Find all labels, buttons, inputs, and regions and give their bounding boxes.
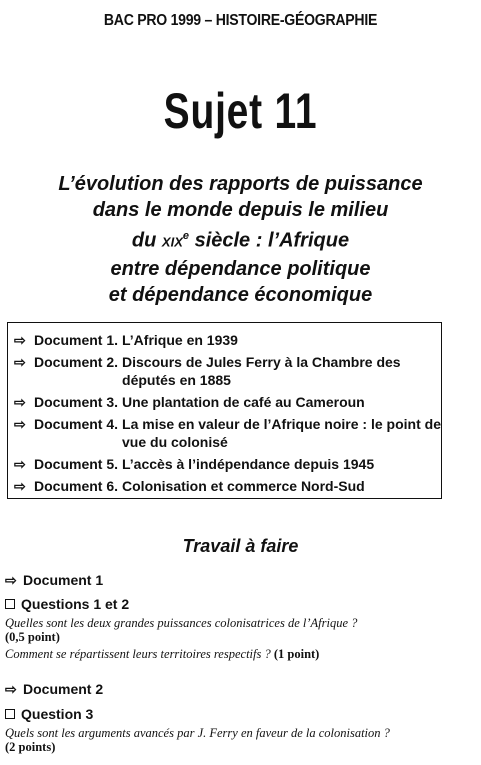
title-line-5: et dépendance économique	[108, 283, 373, 306]
title-line-1: L’évolution des rapports de puissance	[58, 173, 423, 195]
question-2-points: (1 point)	[273, 647, 320, 661]
document-label: Document 3.	[34, 394, 119, 410]
task-questions-1-2	[5, 595, 475, 661]
task-doc-label: Document 1	[23, 572, 104, 588]
document-description: Colonisation et commerce Nord-Sud	[122, 478, 365, 494]
arrow-icon: ⇨	[14, 354, 26, 370]
document-item	[14, 477, 441, 495]
question-1-text: Quelles sont les deux grandes puissances colonisatrices de l’Afrique ?	[5, 616, 358, 630]
document-item	[14, 455, 441, 473]
subject-title: Sujet 11	[163, 83, 318, 139]
arrow-icon: ⇨	[5, 681, 17, 697]
question-3-points: (2 points)	[5, 740, 56, 754]
document-label: Document 5.	[34, 456, 119, 472]
question-1-points: (0,5 point)	[5, 630, 60, 644]
century-superscript: e	[182, 230, 190, 242]
question-label: Question 3	[21, 706, 94, 722]
task-line	[5, 680, 475, 698]
document-description: Une plantation de café au Cameroun	[122, 394, 365, 410]
task-line	[5, 705, 475, 723]
travail-heading: Travail à faire	[182, 536, 299, 556]
arrow-icon: ⇨	[14, 332, 26, 348]
arrow-icon: ⇨	[5, 572, 17, 588]
title-line-3	[10, 223, 471, 256]
question-2	[5, 647, 475, 661]
task-line	[5, 595, 475, 613]
question-3	[5, 726, 475, 754]
document-item	[14, 331, 441, 349]
arrow-icon: ⇨	[14, 478, 26, 494]
main-title	[10, 171, 471, 308]
document-description: L’Afrique en 1939	[122, 332, 238, 348]
document-item	[14, 415, 441, 451]
task-line	[5, 571, 475, 589]
arrow-icon: ⇨	[14, 394, 26, 410]
document-label: Document 2.	[34, 354, 119, 370]
arrow-icon: ⇨	[14, 416, 26, 432]
document-label: Document 1.	[34, 332, 119, 348]
task-document-1	[5, 571, 475, 589]
title-line-3-suffix: siècle : l’Afrique	[189, 229, 350, 252]
question-1	[5, 616, 475, 644]
task-doc-label: Document 2	[23, 681, 104, 697]
checkbox-icon	[5, 599, 15, 609]
document-item	[14, 353, 441, 389]
century-numeral: XIX	[161, 234, 183, 250]
documents-list	[7, 322, 442, 499]
document-label: Document 6.	[34, 478, 119, 494]
exam-header: BAC PRO 1999 – HISTOIRE-GÉOGRAPHIE	[103, 12, 378, 29]
task-question-3	[5, 705, 475, 754]
questions-label: Questions 1 et 2	[21, 596, 130, 612]
arrow-icon: ⇨	[14, 456, 26, 472]
task-document-2	[5, 680, 475, 698]
question-2-text: Comment se répartissent leurs territoires respectifs ?	[5, 647, 271, 661]
document-description: L’accès à l’indépendance depuis 1945	[122, 456, 375, 472]
document-description: Discours de Jules Ferry à la Chambre des députés en 1885	[122, 354, 401, 388]
question-3-text: Quels sont les arguments avancés par J. Ferry en faveur de la colonisation ?	[5, 726, 390, 740]
title-line-3-prefix: du	[131, 229, 162, 252]
document-description: La mise en valeur de l’Afrique noire : le point de vue du colonisé	[122, 416, 441, 450]
title-line-2: dans le monde depuis le milieu	[92, 199, 389, 221]
document-item	[14, 393, 441, 411]
title-line-4: entre dépendance politique	[110, 257, 371, 280]
document-label: Document 4.	[34, 416, 119, 432]
checkbox-icon	[5, 709, 15, 719]
